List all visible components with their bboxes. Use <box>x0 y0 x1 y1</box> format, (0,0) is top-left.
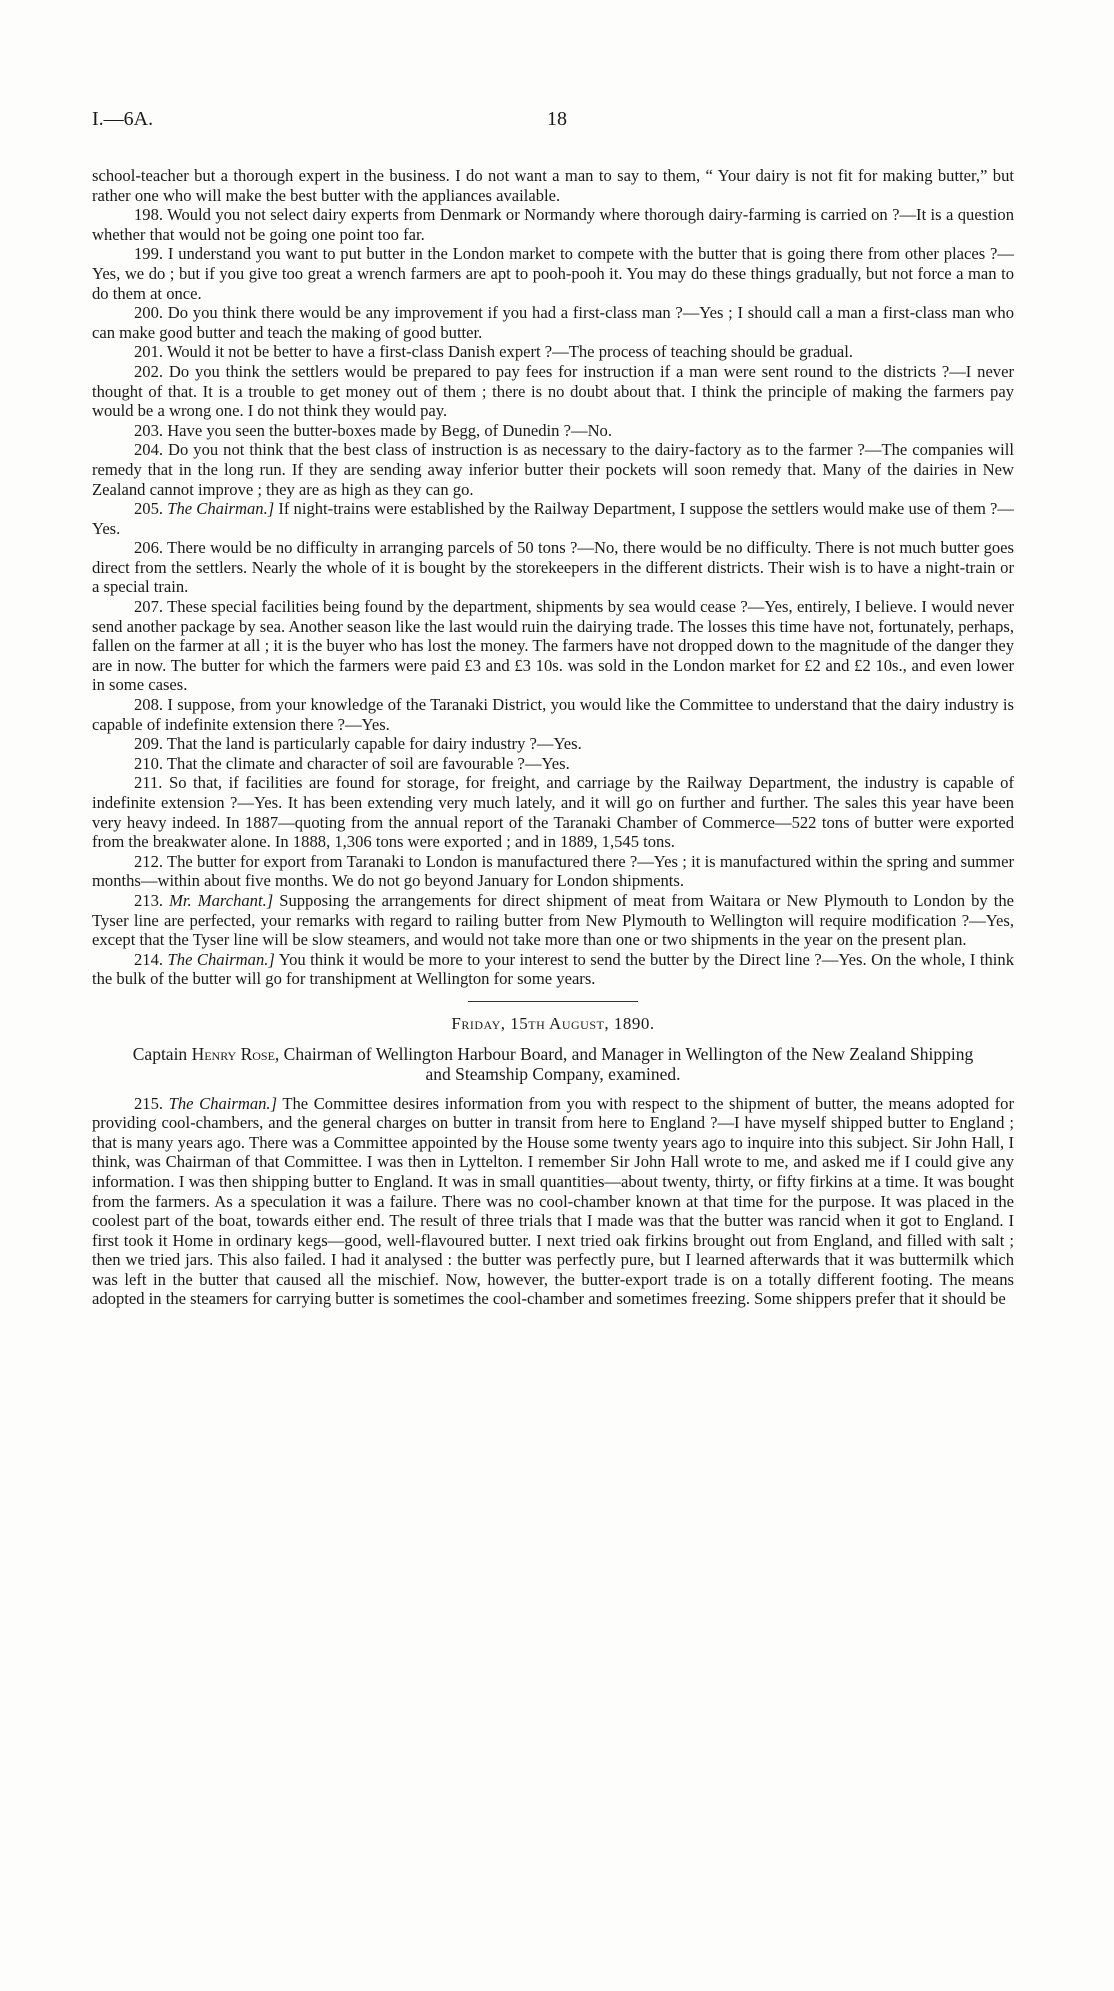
testimony-paragraph <box>92 538 1014 597</box>
witness-name: Henry Rose <box>191 1043 275 1064</box>
paragraph-text: 203. Have you seen the butter-boxes made by Begg, of Dunedin ?—No. <box>134 420 613 440</box>
paragraph-text: Supposing the arrangements for direct shipment of meat from Waitara or New Plymouth to London by the Tyser line are perfected, your remarks with regard to railing butter from New Plymouth to Wellington will require modification ?—Yes, except that the Tyser line will be slow steamers, and would not take more than one or two shipments in the year on the present plan. <box>92 890 1015 950</box>
testimony-paragraph <box>92 773 1014 851</box>
testimony-paragraph <box>92 244 1014 303</box>
paragraph-text: The Committee desires information from you with respect to the shipment of butter, the means adopted for providing cool-chambers, and the general charges on butter in transit from here to England ?—I have myself shipped butter to England ; that is many years ago. There was a Committee appointed by the House some twenty years ago to inquire into this subject. Sir John Hall, I think, was Chairman of that Committee. I was then in Lyttelton. I remember Sir John Hall wrote to me, and asked me if I could give any information. I was then shipping butter to England. It was in small quantities—about twenty, thirty, or fifty firkins at a time. It was bought from the farmers. As a speculation it was a failure. There was no cool-chamber known at that time for the purpose. It was placed in the coolest part of the boat, towards either end. The result of three trials that I made was that the butter was rancid when it got to England. I first took it Home in ordinary kegs—good, well-flavoured butter. I next tried oak firkins brought out from England, and filled with salt ; then we tried jars. This also failed. I had it analysed : the butter was perfectly pure, but I learned afterwards that it was buttermilk which was left in the butter that caused all the mischief. Now, however, the butter-export trade is on a totally different footing. The means adopted in the steamers for carrying butter is sometimes the cool-chamber and sometimes freezing. Some shippers prefer that it should be <box>92 1093 1014 1309</box>
witness-title: Captain <box>132 1043 188 1064</box>
paragraph-text: 198. Would you not select dairy experts from Denmark or Normandy where thorough dairy-farming is carried on ?—It is a question whether that would not be going one point too far. <box>92 205 1014 244</box>
testimony-paragraph <box>92 891 1014 950</box>
speaker-label: The Chairman.] <box>167 949 275 969</box>
testimony-paragraph <box>92 342 1014 362</box>
paragraph-text: 206. There would be no difficulty in arranging parcels of 50 tons ?—No, there would be no difficulty. There is not much butter goes direct from the settlers. Nearly the whole of it is bought by the storekeepers in the different districts. Their wish is to have a night-train or a special train. <box>92 538 1014 597</box>
speaker-label: The Chairman.] <box>168 1093 278 1113</box>
paragraph-text: If night-trains were established by the Railway Department, I suppose the settlers would make use of them ?—Yes. <box>92 499 1015 538</box>
paragraph-text: 208. I suppose, from your knowledge of the Taranaki District, you would like the Committee to understand that the dairy industry is capable of indefinite extension there ?—Yes. <box>92 695 1014 734</box>
speaker-label: Mr. Marchant.] <box>169 890 274 910</box>
paragraph-text: school-teacher but a thorough expert in the business. I do not want a man to say to them, “ Your dairy is not fit for making butter,” but rather one who will make the best butter with the appliances available. <box>92 166 1014 205</box>
testimony-paragraph <box>92 421 1014 441</box>
page-header <box>92 108 1014 134</box>
testimony-section-a <box>92 166 1014 989</box>
testimony-paragraph <box>92 950 1014 989</box>
testimony-section-b <box>92 1094 1014 1310</box>
paragraph-text: 199. I understand you want to put butter in the London market to compete with the butter that is going there from other places ?—Yes, we do ; but if you give too great a wrench farmers are apt to pooh-pooh it. You may do these things gradually, but not force a man to do them at once. <box>92 244 1014 303</box>
speaker-label: The Chairman.] <box>167 499 275 519</box>
testimony-paragraph <box>92 499 1014 538</box>
testimony-paragraph <box>92 166 1014 205</box>
witness-heading <box>122 1044 984 1084</box>
date-heading: Friday, 15th August, 1890. <box>451 1013 655 1033</box>
testimony-paragraph <box>92 695 1014 734</box>
testimony-paragraph <box>92 362 1014 421</box>
page-number: 18 <box>547 108 567 130</box>
paragraph-text: 204. Do you not think that the best class of instruction is as necessary to the dairy-factory as to the farmer ?—The companies will remedy that in the long run. If they are sending away inferior butter their pockets will soon remedy that. Many of the dairies in New Zealand cannot improve ; they are as high as they can go. <box>92 440 1014 499</box>
paragraph-text: 212. The butter for export from Taranaki to London is manufactured there ?—Yes ; it is manufactured within the spring and summer months—within about five months. We do not go beyond January for London shipments. <box>92 851 1014 891</box>
paragraph-text: 211. So that, if facilities are found for storage, for freight, and carriage by the Railway Department, the industry is capable of indefinite extension ?—Yes. It has been extending very much lately, and it will go on further and further. The sales this year have been very heavy indeed. In 1887—quoting from the annual report of the Taranaki Chamber of Commerce—522 tons of butter were exported from the breakwater alone. In 1888, 1,306 tons were exported ; and in 1889, 1,545 tons. <box>92 773 1014 852</box>
testimony-paragraph <box>92 205 1014 244</box>
paragraph-text: You think it would be more to your interest to send the butter by the Direct line ?—Yes. On the whole, I think the bulk of the butter will go for transhipment at Wellington for some years. <box>92 949 1014 989</box>
paragraph-text: 207. These special facilities being found by the department, shipments by sea would cease ?—Yes, entirely, I believe. I would never send another package by sea. Another season like the last would ruin the dairying trade. The losses this time have not, fortunately, perhaps, fallen on the farmer at all ; it is the buyer who has lost the money. The farmers have not dropped down to the magnitude of the danger they are in now. The butter for which the farmers were paid £3 and £3 10s. was sold in the London market for £2 and £2 10s., and even lower in some cases. <box>92 597 1014 695</box>
paragraph-text: 210. That the climate and character of soil are favourable ?—Yes. <box>134 753 570 773</box>
testimony-paragraph <box>92 852 1014 891</box>
question-number: 205. <box>134 499 164 519</box>
witness-description: , Chairman of Wellington Harbour Board, and Manager in Wellington of the New Zealand Shipping and Steamship Company, examined. <box>274 1043 974 1084</box>
paragraph-text: 202. Do you think the settlers would be prepared to pay fees for instruction if a man were sent round to the districts ?—I never thought of that. It is a trouble to get money out of them ; there is no doubt about that. I think the principle of making the farmers pay would be a wrong one. I do not think they would pay. <box>92 361 1014 421</box>
page-body <box>92 166 1014 1309</box>
question-number: 215. <box>134 1093 164 1113</box>
testimony-paragraph <box>92 440 1014 499</box>
testimony-paragraph <box>92 303 1014 342</box>
section-divider <box>468 1001 638 1002</box>
paragraph-text: 201. Would it not be better to have a first-class Danish expert ?—The process of teaching should be gradual. <box>134 342 854 362</box>
paper-reference: I.—6A. <box>92 108 154 130</box>
testimony-paragraph <box>92 754 1014 774</box>
testimony-paragraph <box>92 1094 1014 1310</box>
paragraph-text: 209. That the land is particularly capable for dairy industry ?—Yes. <box>134 734 582 754</box>
testimony-paragraph <box>92 597 1014 695</box>
testimony-paragraph <box>92 734 1014 754</box>
question-number: 213. <box>134 890 164 910</box>
paragraph-text: 200. Do you think there would be any improvement if you had a first-class man ?—Yes ; I should call a man a first-class man who can make good butter and teach the making of good butter. <box>92 303 1014 342</box>
question-number: 214. <box>134 949 164 969</box>
